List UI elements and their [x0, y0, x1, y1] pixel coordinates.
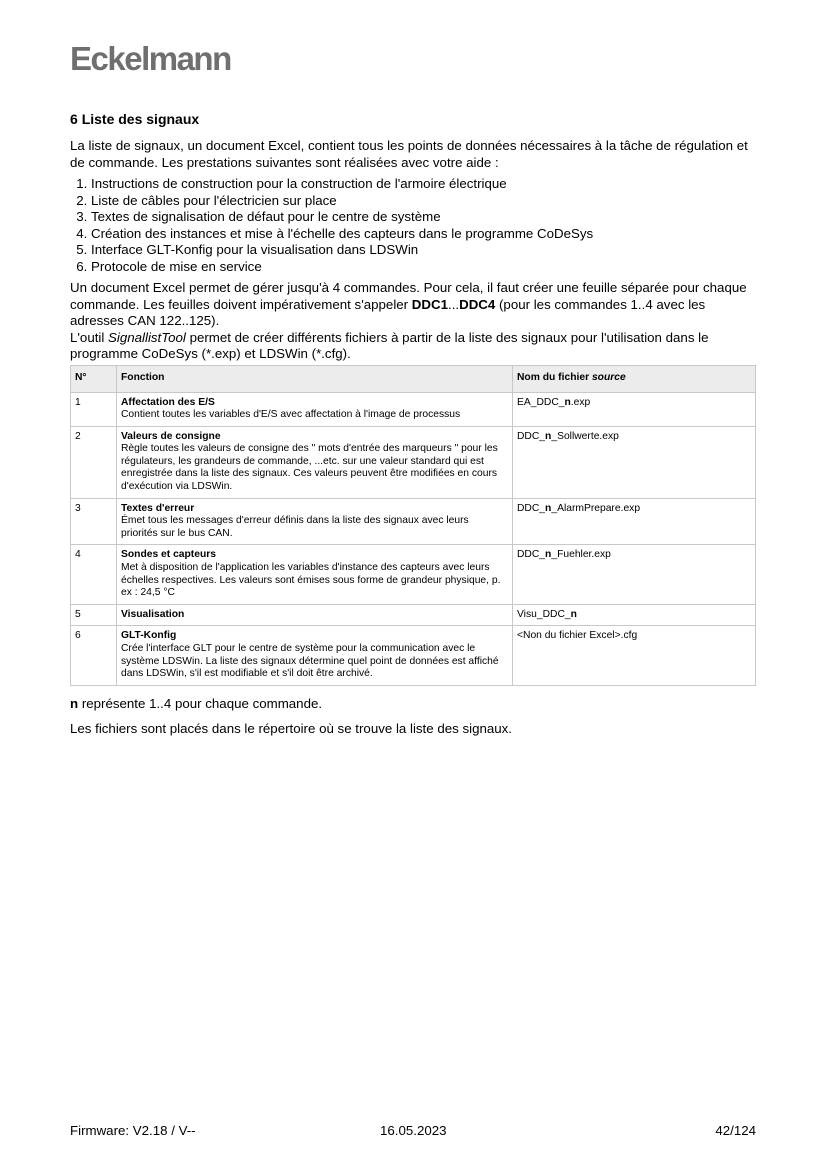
n-note: n représente 1..4 pour chaque commande.	[70, 695, 323, 711]
files-note: Les fichiers sont placés dans le répertoire où se trouve la liste des signaux.	[70, 721, 512, 737]
section-heading	[70, 110, 756, 128]
company-logo: Eckelmann	[70, 40, 231, 77]
tool-name: SignallistTool	[108, 329, 186, 345]
header-num: N°	[71, 365, 117, 392]
section-title: Liste des signaux	[81, 111, 200, 127]
services-list	[70, 176, 756, 275]
tool-paragraph: L'outil SignallistTool permet de créer différents fichiers à partir de la liste des signaux pour l'utilisation dans le programme CoDeSys (*.exp) et LDSWin (*.cfg).	[70, 329, 709, 361]
header-filename: Nom du fichier source	[513, 365, 756, 392]
header-function: Fonction	[117, 365, 513, 392]
list-item: 5. Interface GLT-Konfig pour la visualisation dans LDSWin	[91, 242, 756, 259]
list-item: 6. Protocole de mise en service	[91, 259, 756, 276]
main-content	[70, 110, 756, 747]
table-row: 5 Visualisation Visu_DDC_n	[71, 604, 756, 626]
table-row: 4 Sondes et capteurs Met à disposition de l'application les variables d'instance des capteurs avec leurs échelles respectives. Les valeurs sont émises sous forme de grandeur physique, p. ex : 24,5 °C DDC_n_Fuehler.exp	[71, 545, 756, 604]
list-item: 3. Textes de signalisation de défaut pour le centre de système	[91, 209, 756, 226]
footer-date: 16.05.2023	[380, 1123, 447, 1138]
table-row: 6 GLT-Konfig Crée l'interface GLT pour le centre de système pour la communication avec le système LDSWin. La liste des signaux détermine quel point de données est affiché dans LDSWin, s'il est modifiable et s'il doit être archivé. <Non du fichier Excel>.cfg	[71, 626, 756, 685]
section-number: 6	[70, 111, 78, 127]
list-item: 2. Liste de câbles pour l'électricien sur place	[91, 193, 756, 210]
signals-table	[70, 365, 756, 686]
table-row: 1 Affectation des E/S Contient toutes les variables d'E/S avec affectation à l'image de processus EA_DDC_n.exp	[71, 392, 756, 426]
table-row: 2 Valeurs de consigne Règle toutes les valeurs de consigne des " mots d'entrée des marqueurs " pour les régulateurs, les grandeurs de commande, ...etc. sur une valeur standard qui est enregistrée dans la liste des signaux. Ces valeurs peuvent être modifiées en cours d'exécution via LDSWin. DDC_n_Sollwerte.exp	[71, 426, 756, 498]
list-item: 4. Création des instances et mise à l'échelle des capteurs dans le programme CoDeSys	[91, 226, 756, 243]
footer-page-number: 42/124	[715, 1123, 756, 1138]
list-item: 1. Instructions de construction pour la construction de l'armoire électrique	[91, 176, 756, 193]
table-row: 3 Textes d'erreur Émet tous les messages d'erreur définis dans la liste des signaux avec leurs priorités sur le bus CAN. DDC_n_AlarmPrepare.exp	[71, 498, 756, 545]
excel-paragraph: Un document Excel permet de gérer jusqu'à 4 commandes. Pour cela, il faut créer une feuille séparée pour chaque commande. Les feuilles doivent impérativement s'appeler DDC1...DDC4 (pour les commandes 1..4 avec les adresses CAN 122..125).	[70, 280, 747, 328]
intro-paragraph: La liste de signaux, un document Excel, contient tous les points de données nécessaires à la tâche de régulation et de commande. Les prestations suivantes sont réalisées avec votre aide :	[70, 138, 748, 170]
table-header-row	[71, 365, 756, 392]
footer-firmware: Firmware: V2.18 / V--	[70, 1123, 196, 1138]
